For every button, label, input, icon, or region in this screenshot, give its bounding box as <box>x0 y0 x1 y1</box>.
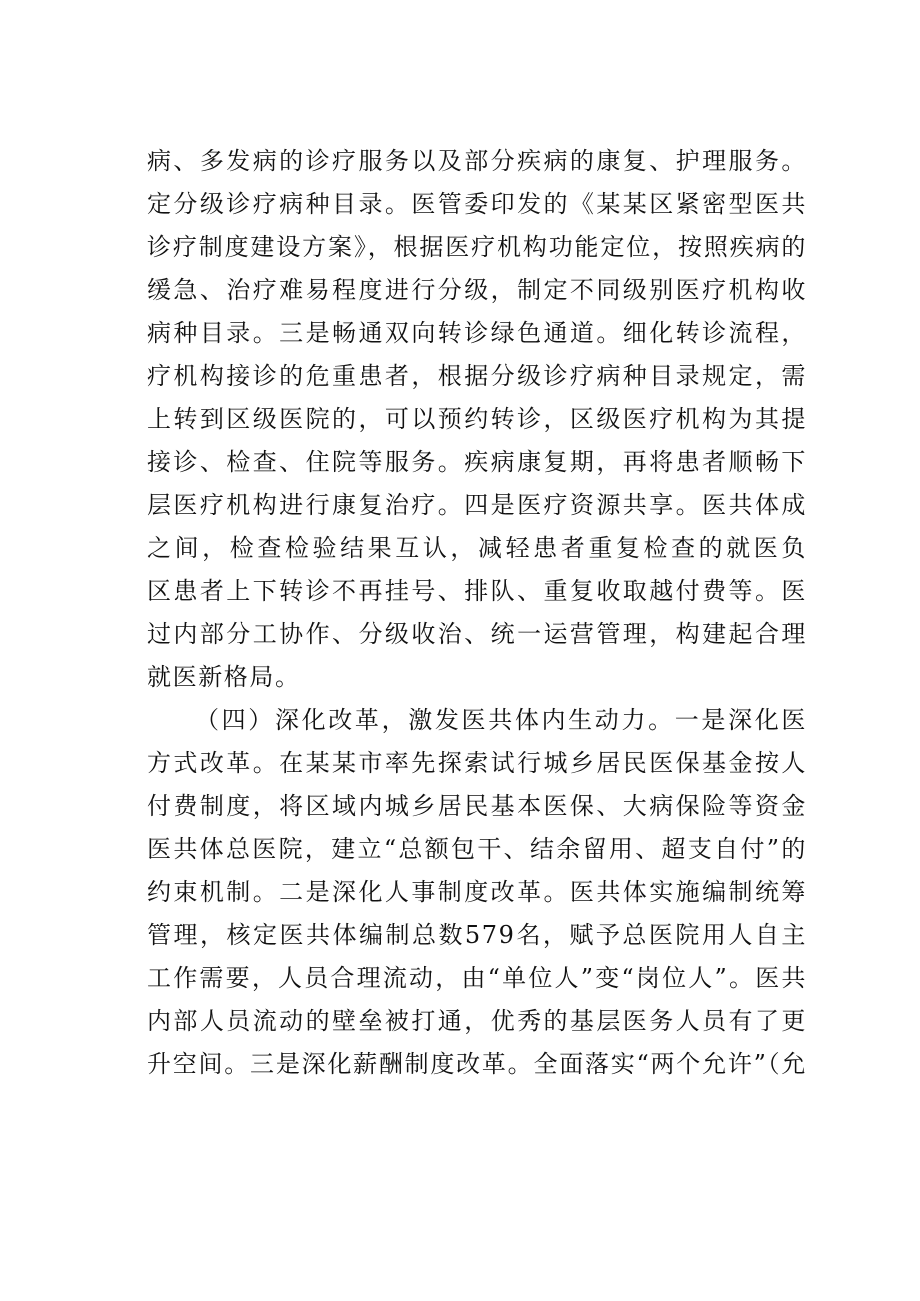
text-line: 接诊、检查、住院等服务。疾病康复期，再将患者顺畅下 <box>147 448 807 476</box>
text-line: 区患者上下转诊不再挂号、排队、重复收取越付费等。医 <box>147 577 807 605</box>
text-line: 层医疗机构进行康复治疗。四是医疗资源共享。医共体成 <box>147 491 807 519</box>
text-line: 上转到区级医院的，可以预约转诊，区级医疗机构为其提 <box>147 405 807 433</box>
text-line: 过内部分工协作、分级收治、统一运营管理，构建起合理 <box>147 620 807 648</box>
text-line: 病种目录。三是畅通双向转诊绿色通道。细化转诊流程， <box>147 319 807 347</box>
text-line: 约束机制。二是深化人事制度改革。医共体实施编制统筹 <box>147 878 807 906</box>
text-line: 升空间。三是深化薪酬制度改革。全面落实“两个允许”（允 <box>147 1050 807 1078</box>
text-line: 病、多发病的诊疗服务以及部分疾病的康复、护理服务。 <box>147 147 807 175</box>
text-line: 诊疗制度建设方案》，根据医疗机构功能定位，按照疾病的 <box>147 233 807 261</box>
text-line: 管理，核定医共体编制总数579名，赋予总医院用人自主 <box>147 921 807 949</box>
text-line: 之间，检查检验结果互认，减轻患者重复检查的就医负 <box>147 534 807 562</box>
text-line: 缓急、治疗难易程度进行分级，制定不同级别医疗机构收 <box>147 276 807 304</box>
text-line: 医共体总医院，建立“总额包干、结余留用、超支自付”的 <box>147 835 807 863</box>
text-line: 内部人员流动的壁垒被打通，优秀的基层医务人员有了更 <box>147 1007 807 1035</box>
text-line: 就医新格局。 <box>147 663 301 691</box>
text-line: 定分级诊疗病种目录。医管委印发的《某某区紧密型医共 <box>147 190 807 218</box>
text-line: 付费制度，将区域内城乡居民基本医保、大病保险等资金 <box>147 792 807 820</box>
text-line: 方式改革。在某某市率先探索试行城乡居民医保基金按人 <box>147 749 807 777</box>
text-line: 疗机构接诊的危重患者，根据分级诊疗病种目录规定，需 <box>147 362 807 390</box>
section-heading-line: （四）深化改革，激发医共体内生动力。一是深化医 <box>195 706 807 734</box>
body-text <box>147 140 807 1086</box>
text-line: 工作需要，人员合理流动，由“单位人”变“岗位人”。医共 <box>147 964 807 992</box>
